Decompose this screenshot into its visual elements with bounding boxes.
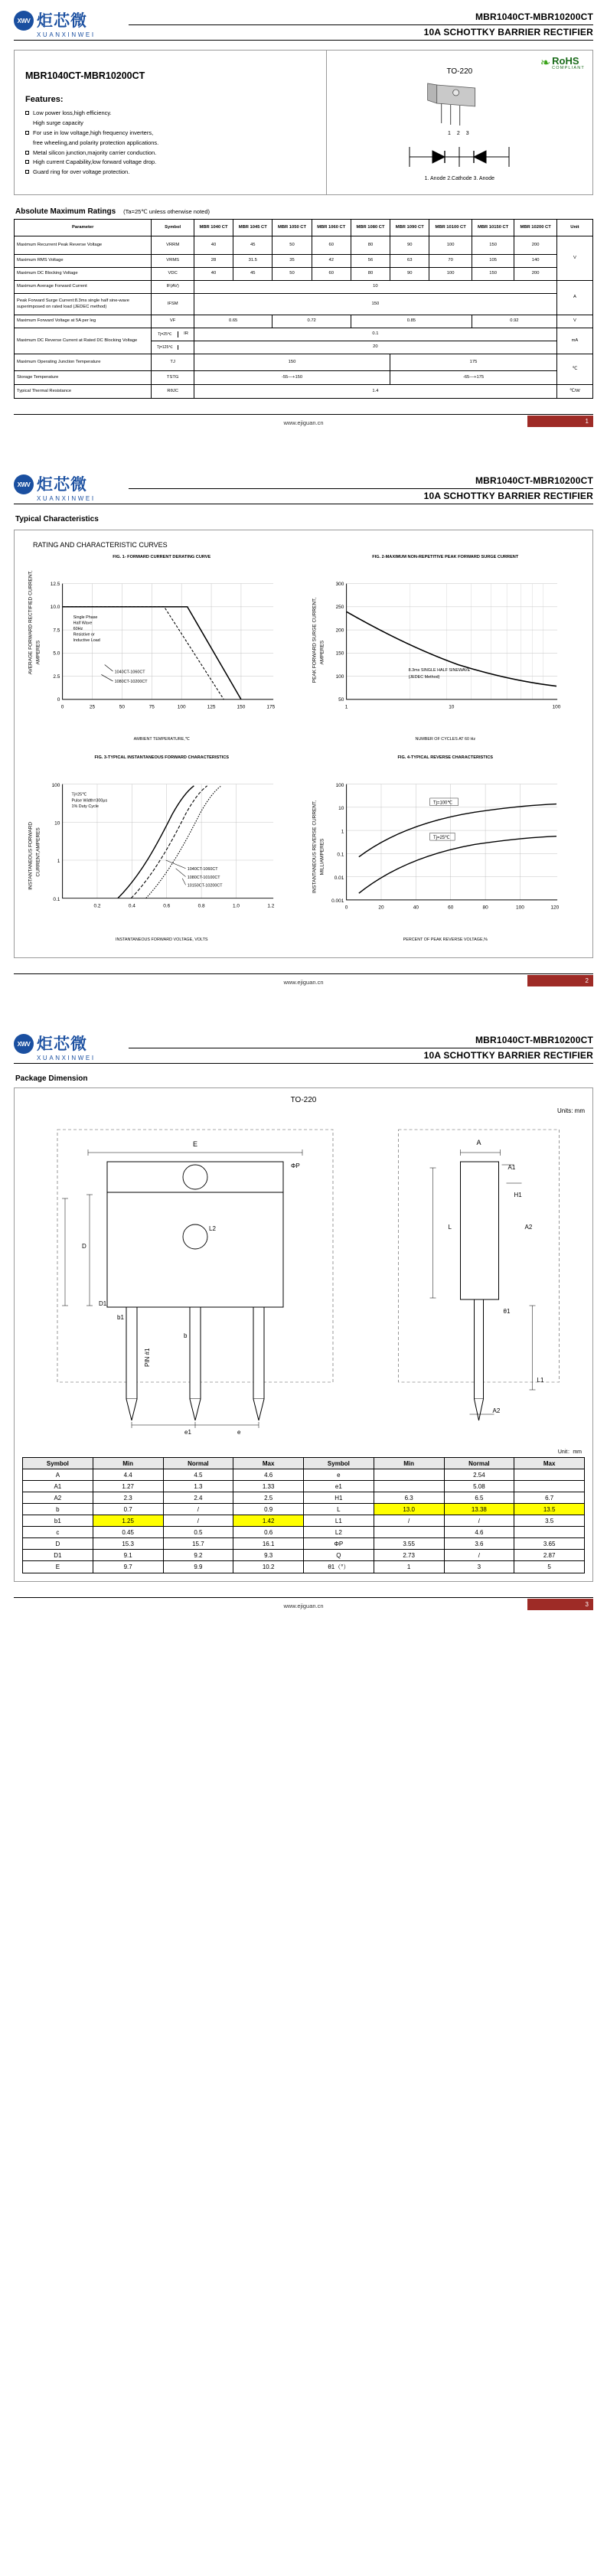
col-header: Normal <box>163 1458 233 1469</box>
page-number-badge: 3 <box>527 1599 593 1610</box>
svg-text:1040CT-1060CT: 1040CT-1060CT <box>114 670 145 675</box>
table-row: A1 1.27 1.3 1.33 e1 5.08 <box>23 1481 585 1492</box>
chart-fig1: FIG. 1- FORWARD CURRENT DERATING CURVE AVERAGE FORWARD RECTIFIED CURRENT, AMPERES 12.5 10.0 7.5 5.0 2.5 0 0 25 50 75 100 125 150 175 Single Phase Half Wave 60Hz Resistive or Inductive Load 1040CT-1060CT 1080CT-10200CT AMBIENT TEMPERATURE,℃ <box>24 553 300 743</box>
rohs-badge <box>540 55 585 70</box>
table-row: A2 2.3 2.4 2.5 H1 6.3 6.5 6.7 <box>23 1492 585 1504</box>
svg-text:1080CT-10200CT: 1080CT-10200CT <box>114 680 148 685</box>
features-panel <box>15 51 327 194</box>
svg-text:1080CT-10100CT: 1080CT-10100CT <box>187 875 220 880</box>
chart-fig3: FIG. 3-TYPICAL INSTANTANEOUS FORWARD CHARACTERISTICS INSTANTANEOUS FORWARD CURRENT,AMPERES 100 10 1 0.1 0.2 0.4 0.6 0.8 1.0 1.2 Tj=25℃ Pulse Width=300μs 1% Duty Cycle 1040CT-1060CT 1080CT-10100CT 10150CT-10200CT INSTANTANEOUS FORWARD VOLTAGE, VOLTS <box>24 754 300 944</box>
svg-text:0.6: 0.6 <box>163 903 171 909</box>
svg-text:7.5: 7.5 <box>53 628 60 634</box>
svg-text:10: 10 <box>448 704 454 710</box>
package-dimension-box <box>14 1087 593 1582</box>
document-header <box>14 1023 593 1061</box>
svg-text:Tj=25℃: Tj=25℃ <box>432 835 450 840</box>
col-header: MBR 10100 CT <box>429 220 472 236</box>
col-header: Symbol <box>304 1458 374 1469</box>
svg-text:A2: A2 <box>492 1407 501 1415</box>
list-item: High surge capacity <box>33 119 83 126</box>
table-row: b1 1.25 / 1.42 L1 / / 3.5 <box>23 1515 585 1527</box>
svg-text:2.5: 2.5 <box>53 673 60 680</box>
svg-text:10: 10 <box>338 806 344 812</box>
svg-text:100: 100 <box>177 704 186 710</box>
brand-name-cn: 炬芯微 <box>37 1034 87 1053</box>
header-titles <box>129 475 593 502</box>
table-row: Maximum DC Reverse Current at Rated DC Blocking Voltage Tj=25℃ IR 0.1 mA <box>15 328 593 341</box>
footer-url[interactable]: www.ejiguan.cn <box>283 978 324 986</box>
table-row: Storage Temperature TSTG -55—+150 -65—+175 <box>15 371 593 385</box>
footer-url[interactable]: www.ejiguan.cn <box>283 419 324 426</box>
package-drawing <box>333 80 586 129</box>
list-item: Low power loss,high efficiency. <box>25 109 315 118</box>
svg-text:250: 250 <box>335 605 344 611</box>
characteristic-curves-box <box>14 530 593 958</box>
svg-text:L2: L2 <box>208 1225 216 1233</box>
svg-text:PEAK FORWARD SURGE CURRENT,: PEAK FORWARD SURGE CURRENT, <box>312 597 318 683</box>
svg-text:50: 50 <box>119 704 126 710</box>
svg-text:MILLIAMPERES: MILLIAMPERES <box>318 838 325 876</box>
col-header: MBR 10150 CT <box>472 220 514 236</box>
col-header: MBR 1060 CT <box>312 220 351 236</box>
svg-text:(JEDEC Method): (JEDEC Method) <box>408 674 439 680</box>
table-row: Tj=125℃ 20 <box>15 341 593 354</box>
page-number-badge: 2 <box>527 975 593 986</box>
table-row: Maximum Operating Junction Temperature TJ 150 175 ℃ <box>15 354 593 371</box>
curves-block-title: RATING AND CHARACTERISTIC CURVES <box>33 541 168 549</box>
svg-text:1: 1 <box>57 859 60 865</box>
svg-text:100: 100 <box>51 782 60 788</box>
footer-url[interactable]: www.ejiguan.cn <box>283 1602 324 1609</box>
svg-text:CURRENT,AMPERES: CURRENT,AMPERES <box>35 827 41 877</box>
brand-logo <box>14 474 129 502</box>
svg-text:125: 125 <box>207 704 216 710</box>
svg-text:A1: A1 <box>507 1164 516 1172</box>
svg-text:D1: D1 <box>98 1300 107 1308</box>
col-header: Min <box>374 1458 444 1469</box>
list-item: High current Capability,low forward voltage drop. <box>25 158 315 167</box>
list-item: free wheeling,and polarity protection applications. <box>33 139 159 146</box>
svg-text:A2: A2 <box>524 1224 533 1231</box>
col-header: MBR 1090 CT <box>390 220 429 236</box>
header-subtitle: 10A SCHOTTKY BARRIER RECTIFIER <box>423 27 593 37</box>
fig4-plot <box>309 768 583 933</box>
col-header: MBR 1040 CT <box>194 220 233 236</box>
table-row: Maximum Forward Voltage at 5A per leg VF 0.65 0.72 0.85 0.92 V <box>15 315 593 328</box>
checkbox-icon <box>25 160 29 164</box>
col-header: MBR 1080 CT <box>351 220 390 236</box>
checkbox-icon <box>25 131 29 135</box>
svg-text:0.001: 0.001 <box>331 898 344 905</box>
table-row: Maximum RMS Voltage VRMS 28 31.5 35 42 56 63 70 105 140 <box>15 255 593 268</box>
svg-text:1: 1 <box>341 829 344 835</box>
package-panel <box>327 51 592 194</box>
section-title: Package Dimension <box>15 1074 88 1084</box>
svg-text:300: 300 <box>335 581 344 587</box>
checkbox-icon <box>25 151 29 155</box>
schematic-caption: 1. Anode 2.Cathode 3. Anode <box>424 176 495 181</box>
chart-fig2: FIG. 2-MAXIMUM NON-REPETITIVE PEAK FORWARD SURGE CURRENT PEAK FORWARD SURGE CURRENT, AMPERES 300 250 200 150 100 50 1 10 100 8.3ms SINGLE HALF SINEWAVE (JEDEC Method) NUMBER OF CYCLES AT 60 Hz <box>308 553 584 743</box>
chart-fig4: FIG. 4-TYPICAL REVERSE CHARACTERISTICS INSTANTANEOUS REVERSE CURRENT, MILLIAMPERES 100 10 1 0.1 0.01 0.001 0 20 40 60 80 100 120 Tj=100℃ Tj=25℃ PERCENT OF PEAK REVERSE VOLTAGE,% <box>308 754 584 944</box>
svg-text:Single Phase: Single Phase <box>73 615 98 620</box>
svg-text:10150CT-10200CT: 10150CT-10200CT <box>187 883 223 889</box>
brand-logo <box>14 1034 129 1061</box>
svg-text:8.3ms SINGLE HALF SINEWAVE: 8.3ms SINGLE HALF SINEWAVE <box>408 668 470 673</box>
svg-text:75: 75 <box>148 704 155 710</box>
svg-text:Tj=100℃: Tj=100℃ <box>432 801 452 806</box>
svg-text:H1: H1 <box>514 1192 522 1199</box>
col-header: MBR 1050 CT <box>272 220 312 236</box>
list-item: Guard ring for over voltage protection. <box>25 168 315 177</box>
col-header: Unit <box>556 220 592 236</box>
svg-text:80: 80 <box>481 905 488 911</box>
svg-text:A: A <box>476 1139 481 1147</box>
table-row: A 4.4 4.5 4.6 e 2.54 <box>23 1469 585 1481</box>
condition-label: Tj=125℃ <box>152 345 178 350</box>
svg-text:1.0: 1.0 <box>232 903 240 909</box>
absolute-maximum-ratings-table <box>14 219 593 399</box>
svg-text:20: 20 <box>377 905 384 911</box>
svg-text:0: 0 <box>57 696 60 703</box>
table-row: Peak Forward Surge Current:8.3ms single half sine-wave superimposed on rated load (JEDEC method) IFSM 150 <box>15 294 593 315</box>
svg-text:Inductive Load: Inductive Load <box>73 638 100 644</box>
svg-text:L1: L1 <box>537 1377 544 1384</box>
svg-text:100: 100 <box>515 905 524 911</box>
col-header: Min <box>93 1458 163 1469</box>
dimension-drawings <box>22 1114 585 1443</box>
brand-name-cn: 炬芯微 <box>37 474 87 494</box>
svg-text:100: 100 <box>552 704 560 710</box>
ratings-section-title: Absolute Maximum Ratings (Ta=25℃ unless otherwise noted) <box>15 207 210 216</box>
svg-text:INSTANTANEOUS REVERSE CURRENT,: INSTANTANEOUS REVERSE CURRENT, <box>312 800 318 894</box>
table-row: D1 9.1 9.2 9.3 Q 2.73 / 2.87 <box>23 1550 585 1561</box>
svg-text:b1: b1 <box>116 1314 124 1322</box>
document-header <box>14 464 593 502</box>
svg-text:b: b <box>183 1332 188 1340</box>
svg-text:Tj=25℃: Tj=25℃ <box>71 792 87 797</box>
logo-icon: XWV <box>14 474 34 494</box>
condition-label: Tj=25℃ <box>152 331 178 337</box>
front-view-drawing <box>22 1114 368 1443</box>
schematic-symbol <box>333 144 586 181</box>
units-label: Units: mm <box>557 1107 585 1115</box>
page-footer <box>14 1597 593 1613</box>
svg-text:60: 60 <box>447 905 453 911</box>
table-row: Typical Thermal Resistance RθJC 1.4 ℃/W <box>15 385 593 399</box>
page-number-badge: 1 <box>527 416 593 427</box>
svg-text:INSTANTANEOUS FORWARD: INSTANTANEOUS FORWARD <box>28 822 34 890</box>
svg-text:1% Duty Cycle: 1% Duty Cycle <box>71 804 99 809</box>
fig1-plot <box>25 567 299 732</box>
dimension-table <box>22 1457 585 1573</box>
list-item: Metal silicon junction,majority carrier conduction. <box>25 149 315 158</box>
fig3-plot <box>25 768 299 933</box>
header-part-range: MBR1040CT-MBR10200CT <box>475 11 593 22</box>
svg-text:0: 0 <box>60 704 64 710</box>
features-list <box>25 109 315 177</box>
col-header: Parameter <box>15 220 152 236</box>
svg-text:150: 150 <box>335 651 344 657</box>
table-row: c 0.45 0.5 0.6 L2 4.6 <box>23 1527 585 1538</box>
leaf-icon: ❧ <box>540 57 551 70</box>
svg-text:0.8: 0.8 <box>197 903 205 909</box>
table-row: D 15.3 15.7 16.1 ΦP 3.55 3.6 3.65 <box>23 1538 585 1550</box>
svg-text:0.1: 0.1 <box>336 852 344 858</box>
svg-text:0.2: 0.2 <box>93 903 101 909</box>
svg-text:D: D <box>81 1243 86 1251</box>
svg-text:100: 100 <box>335 673 344 680</box>
header-titles <box>129 11 593 38</box>
svg-text:200: 200 <box>335 628 344 634</box>
svg-text:Half Wave: Half Wave <box>73 621 93 626</box>
side-view-drawing <box>373 1114 585 1443</box>
list-item: For use in low voltage,high frequency inverters, <box>25 129 315 138</box>
svg-text:10.0: 10.0 <box>50 605 60 611</box>
svg-text:Resistive or: Resistive or <box>73 632 95 637</box>
y-axis-label: AVERAGE FORWARD RECTIFIED CURRENT, <box>28 570 34 675</box>
brand-name-en: XUANXINWEI <box>37 1055 96 1062</box>
svg-text:PIN #1: PIN #1 <box>143 1348 151 1368</box>
col-header: Max <box>233 1458 304 1469</box>
pin-numbers: 1 2 3 <box>448 131 472 136</box>
svg-text:ΦP: ΦP <box>290 1162 300 1170</box>
page-1 <box>0 0 607 430</box>
page-2 <box>0 464 607 990</box>
logo-icon: XWV <box>14 11 34 31</box>
svg-text:0.01: 0.01 <box>334 875 344 881</box>
table-row: Maximum Recurrent Peak Reverse Voltage VRRM 40 45 50 60 80 90 100 150 200 V <box>15 236 593 255</box>
brand-logo <box>14 11 129 38</box>
svg-text:175: 175 <box>266 704 276 710</box>
brand-name-cn: 炬芯微 <box>37 11 87 30</box>
svg-text:0: 0 <box>344 905 348 911</box>
document-header <box>14 0 593 38</box>
col-header: Symbol <box>152 220 194 236</box>
svg-text:120: 120 <box>550 905 559 911</box>
page-title: MBR1040CT-MBR10200CT <box>25 70 145 81</box>
svg-text:e: e <box>237 1429 241 1436</box>
table-row: E 9.7 9.9 10.2 θ1（°） 1 3 5 <box>23 1561 585 1573</box>
page-3 <box>0 1023 607 1613</box>
col-header: MBR 10200 CT <box>514 220 557 236</box>
rohs-label: RoHS <box>552 54 579 67</box>
package-name: TO-220 <box>290 1096 317 1105</box>
svg-text:E: E <box>192 1140 197 1149</box>
header-divider <box>14 1063 593 1064</box>
rohs-sublabel: COMPLIANT <box>552 65 585 70</box>
header-part-range: MBR1040CT-MBR10200CT <box>475 475 593 486</box>
page-footer <box>14 973 593 990</box>
col-header: Symbol <box>23 1458 93 1469</box>
table-row: b 0.7 / 0.9 L 13.0 13.38 13.5 <box>23 1504 585 1515</box>
svg-text:AMPERES: AMPERES <box>318 640 325 665</box>
svg-text:0.4: 0.4 <box>128 903 135 909</box>
svg-text:100: 100 <box>335 782 344 788</box>
page-footer <box>14 414 593 430</box>
checkbox-icon <box>25 111 29 115</box>
svg-text:10: 10 <box>54 820 60 827</box>
svg-text:L: L <box>448 1224 452 1231</box>
brand-name-en: XUANXINWEI <box>37 495 96 502</box>
svg-text:θ1: θ1 <box>503 1308 511 1316</box>
header-subtitle: 10A SCHOTTKY BARRIER RECTIFIER <box>423 1050 593 1061</box>
svg-text:60Hz: 60Hz <box>73 627 83 632</box>
checkbox-icon <box>25 170 29 174</box>
svg-text:5.0: 5.0 <box>53 651 60 657</box>
svg-text:e1: e1 <box>184 1429 191 1436</box>
section-title: Typical Characteristics <box>15 515 99 523</box>
svg-text:25: 25 <box>89 704 96 710</box>
svg-text:40: 40 <box>413 905 419 911</box>
table-row: Maximum DC Blocking Voltage VDC 40 45 50 60 80 90 100 150 200 <box>15 268 593 281</box>
svg-text:1040CT-1060CT: 1040CT-1060CT <box>187 866 218 872</box>
header-subtitle: 10A SCHOTTKY BARRIER RECTIFIER <box>423 491 593 501</box>
overview-box <box>14 50 593 195</box>
table-row: Maximum Average Forward Current IF(AV) 10 A <box>15 281 593 294</box>
svg-text:150: 150 <box>237 704 246 710</box>
brand-name-en: XUANXINWEI <box>37 31 96 38</box>
svg-text:0.1: 0.1 <box>53 896 60 902</box>
fig2-plot <box>309 567 583 732</box>
unit-note: Unit：mm <box>557 1449 582 1456</box>
col-header: Max <box>514 1458 585 1469</box>
svg-text:Pulse Width=300μs: Pulse Width=300μs <box>71 798 108 804</box>
header-divider <box>14 40 593 41</box>
features-label: Features: <box>25 95 64 104</box>
header-part-range: MBR1040CT-MBR10200CT <box>475 1035 593 1046</box>
col-header: MBR 1045 CT <box>233 220 272 236</box>
svg-text:AMPERES: AMPERES <box>35 640 41 665</box>
svg-text:50: 50 <box>338 696 344 703</box>
svg-text:1: 1 <box>344 704 348 710</box>
col-header: Normal <box>444 1458 514 1469</box>
symbol-label: IR <box>184 331 188 337</box>
svg-text:1.2: 1.2 <box>267 903 275 909</box>
logo-icon: XWV <box>14 1034 34 1054</box>
package-name: TO-220 <box>446 67 473 76</box>
header-titles <box>129 1035 593 1061</box>
svg-text:12.5: 12.5 <box>50 581 60 587</box>
